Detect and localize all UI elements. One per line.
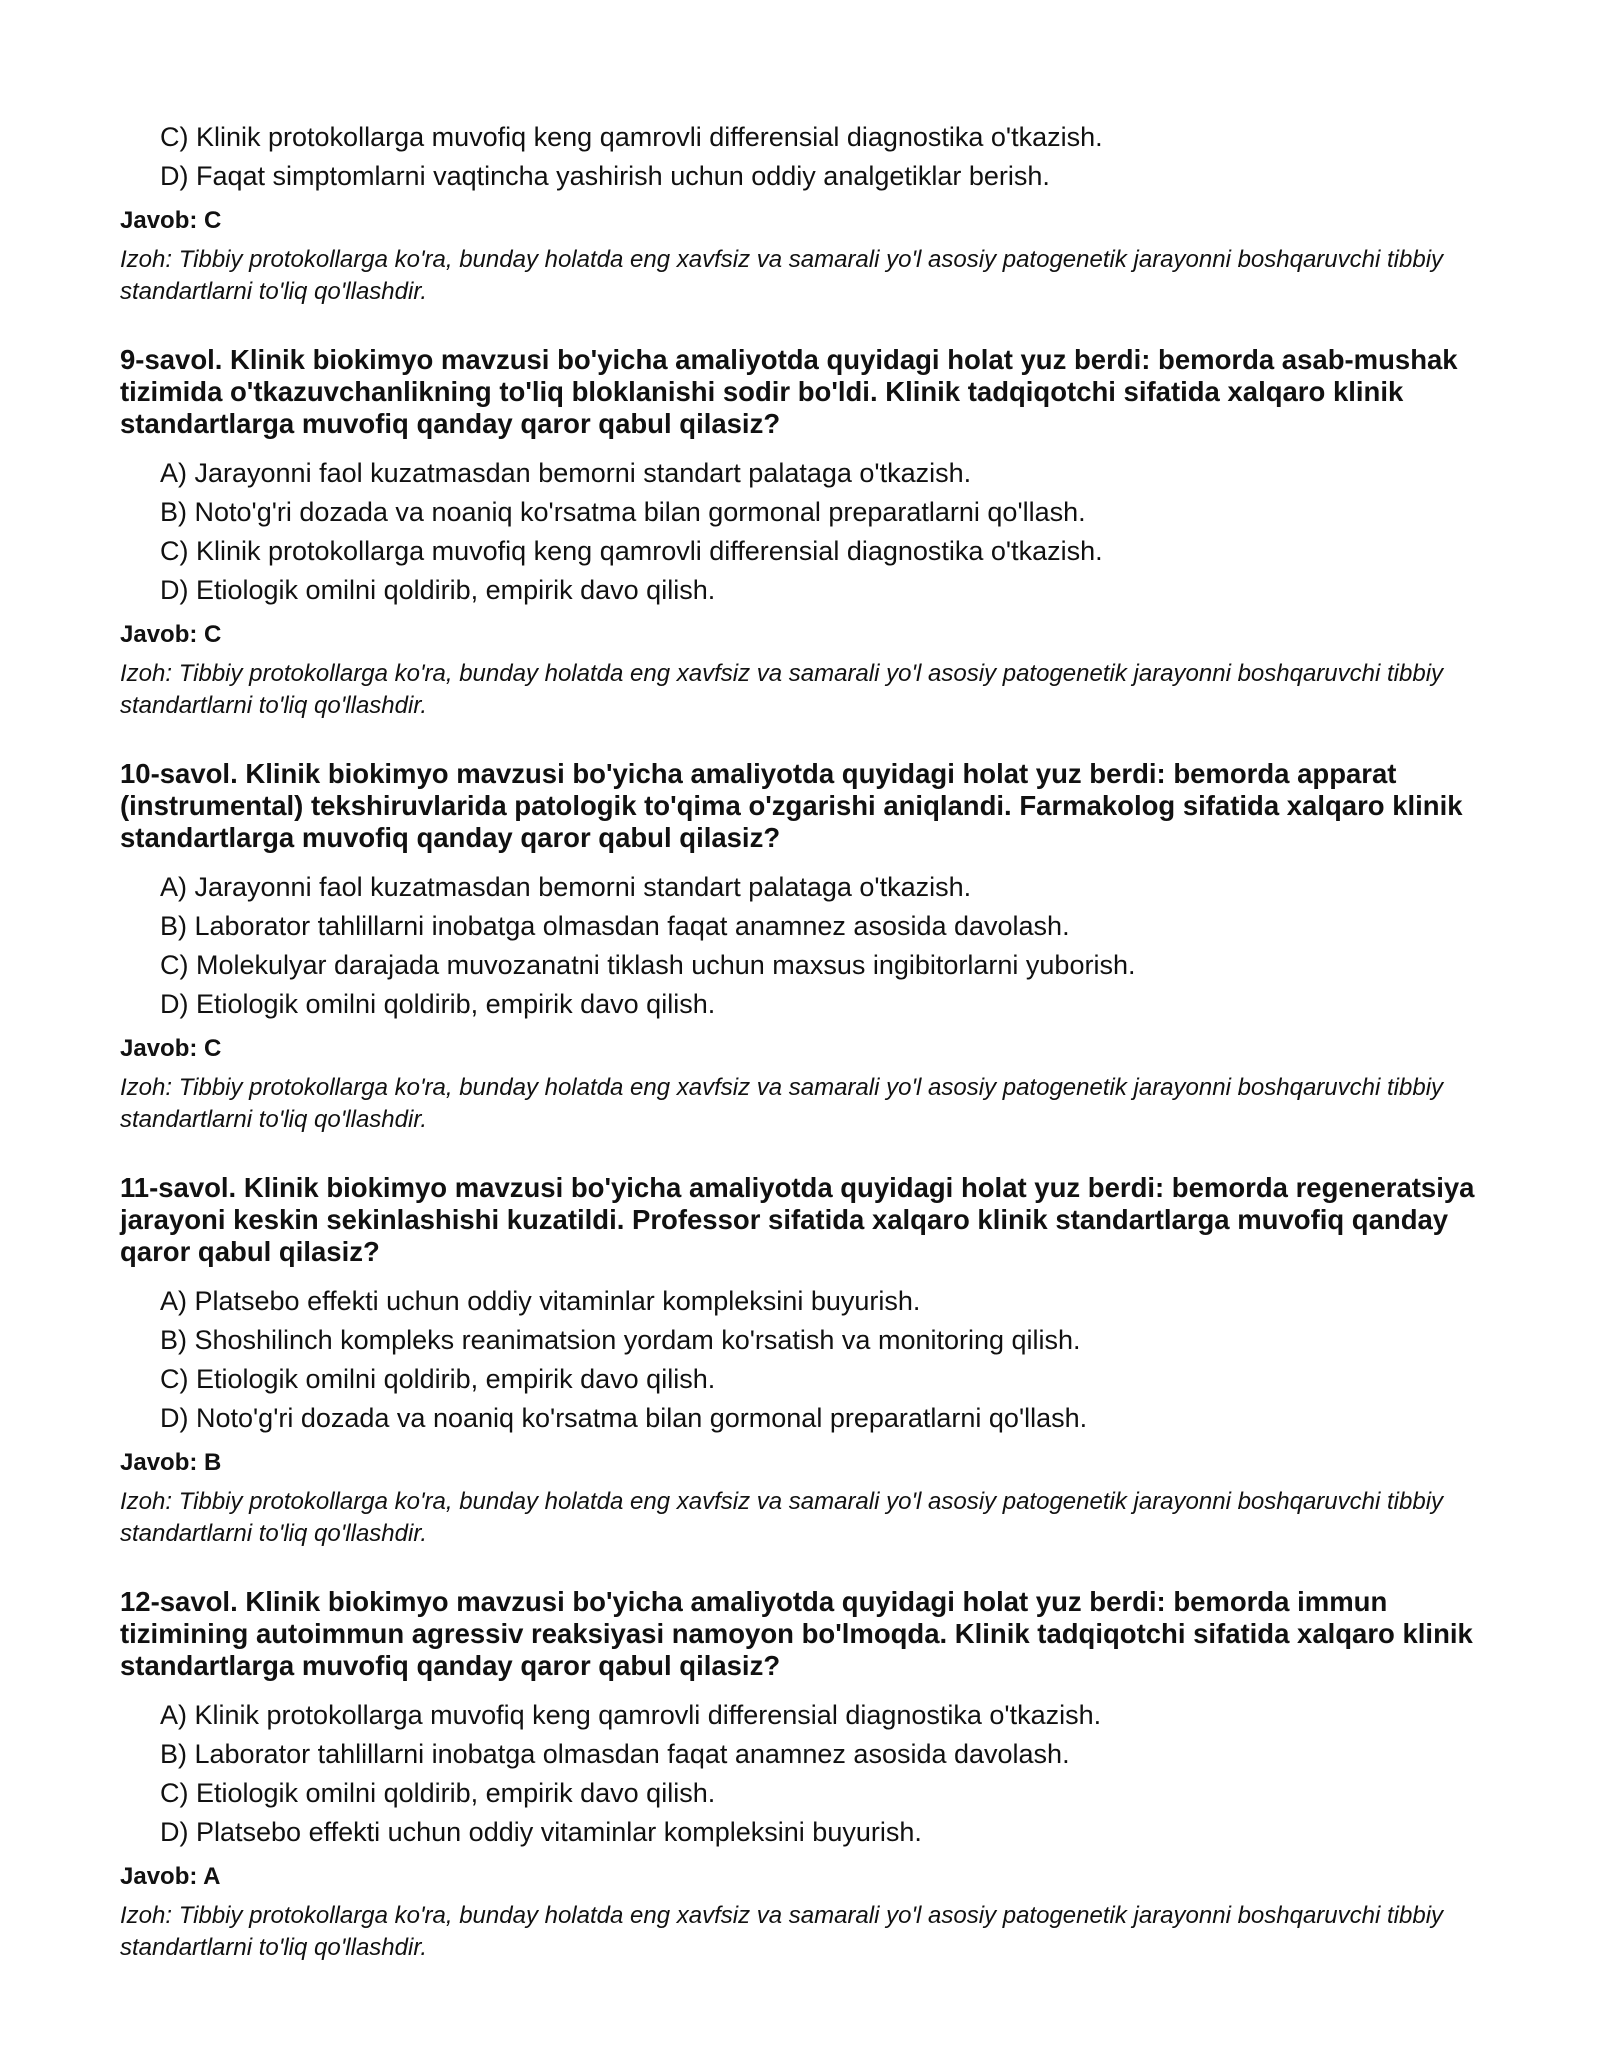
answer-option: A) Klinik protokollarga muvofiq keng qamrovli differensial diagnostika o'tkazish. <box>160 1700 1102 1730</box>
question-9 <box>120 344 1500 722</box>
question-text: 11-savol. Klinik biokimyo mavzusi bo'yicha amaliyotda quyidagi holat yuz berdi: bemorda regeneratsiya jarayoni keskin sekinlashishi kuzatildi. Professor sifatida xalqaro klinik standartlarga muvofiq qanday qaror qabul qilasiz? <box>120 1172 1475 1267</box>
answer-option: B) Laborator tahlillarni inobatga olmasdan faqat anamnez asosida davolash. <box>160 1739 1070 1769</box>
document-page <box>120 118 1500 1964</box>
explanation-note: Izoh: Tibbiy protokollarga ko'ra, bunday holatda eng xavfsiz va samarali yo'l asosiy patogenetik jarayonni boshqaruvchi tibbiy standartlarni to'liq qo'llashdir. <box>120 1902 1444 1961</box>
explanation-note: Izoh: Tibbiy protokollarga ko'ra, bunday holatda eng xavfsiz va samarali yo'l asosiy patogenetik jarayonni boshqaruvchi tibbiy standartlarni to'liq qo'llashdir. <box>120 1488 1444 1547</box>
answer-option: C) Molekulyar darajada muvozanatni tiklash uchun maxsus ingibitorlarni yuborish. <box>160 950 1136 980</box>
answer-option: B) Noto'g'ri dozada va noaniq ko'rsatma bilan gormonal preparatlarni qo'llash. <box>160 497 1086 527</box>
answer-option: C) Etiologik omilni qoldirib, empirik davo qilish. <box>160 1778 716 1808</box>
correct-answer: Javob: C <box>120 621 222 648</box>
explanation-note: Izoh: Tibbiy protokollarga ko'ra, bunday holatda eng xavfsiz va samarali yo'l asosiy patogenetik jarayonni boshqaruvchi tibbiy standartlarni to'liq qo'llashdir. <box>120 660 1444 719</box>
answer-option: D) Platsebo effekti uchun oddiy vitaminlar kompleksini buyurish. <box>160 1817 922 1847</box>
question-12 <box>120 1586 1500 1964</box>
correct-answer: Javob: C <box>120 1035 222 1062</box>
answer-option: D) Noto'g'ri dozada va noaniq ko'rsatma bilan gormonal preparatlarni qo'llash. <box>160 1403 1088 1433</box>
answer-option: D) Etiologik omilni qoldirib, empirik davo qilish. <box>160 989 716 1019</box>
correct-answer: Javob: A <box>120 1863 221 1890</box>
answer-option: C) Klinik protokollarga muvofiq keng qamrovli differensial diagnostika o'tkazish. <box>160 536 1103 566</box>
answer-option: A) Platsebo effekti uchun oddiy vitaminlar kompleksini buyurish. <box>160 1286 921 1316</box>
question-text: 10-savol. Klinik biokimyo mavzusi bo'yicha amaliyotda quyidagi holat yuz berdi: bemorda apparat (instrumental) tekshiruvlarida patologik to'qima o'zgarishi aniqlandi. Farmakolog sifatida xalqaro klinik standartlarga muvofiq qanday qaror qabul qilasiz? <box>120 758 1463 853</box>
question-8-tail <box>120 118 1500 308</box>
answer-option: B) Laborator tahlillarni inobatga olmasdan faqat anamnez asosida davolash. <box>160 911 1070 941</box>
question-text: 12-savol. Klinik biokimyo mavzusi bo'yicha amaliyotda quyidagi holat yuz berdi: bemorda immun tizimining autoimmun agressiv reaksiyasi namoyon bo'lmoqda. Klinik tadqiqotchi sifatida xalqaro klinik standartlarga muvofiq qanday qaror qabul qilasiz? <box>120 1586 1473 1681</box>
question-10 <box>120 758 1500 1136</box>
correct-answer: Javob: C <box>120 207 222 234</box>
explanation-note: Izoh: Tibbiy protokollarga ko'ra, bunday holatda eng xavfsiz va samarali yo'l asosiy patogenetik jarayonni boshqaruvchi tibbiy standartlarni to'liq qo'llashdir. <box>120 246 1444 305</box>
answer-option: B) Shoshilinch kompleks reanimatsion yordam ko'rsatish va monitoring qilish. <box>160 1325 1081 1355</box>
answer-option: C) Klinik protokollarga muvofiq keng qamrovli differensial diagnostika o'tkazish. <box>160 122 1103 152</box>
answer-option: D) Faqat simptomlarni vaqtincha yashirish uchun oddiy analgetiklar berish. <box>160 161 1050 191</box>
explanation-note: Izoh: Tibbiy protokollarga ko'ra, bunday holatda eng xavfsiz va samarali yo'l asosiy patogenetik jarayonni boshqaruvchi tibbiy standartlarni to'liq qo'llashdir. <box>120 1074 1444 1133</box>
question-text: 9-savol. Klinik biokimyo mavzusi bo'yicha amaliyotda quyidagi holat yuz berdi: bemorda asab-mushak tizimida o'tkazuvchanlikning to'liq bloklanishi sodir bo'ldi. Klinik tadqiqotchi sifatida xalqaro klinik standartlarga muvofiq qanday qaror qabul qilasiz? <box>120 344 1458 439</box>
answer-option: D) Etiologik omilni qoldirib, empirik davo qilish. <box>160 575 716 605</box>
answer-option: A) Jarayonni faol kuzatmasdan bemorni standart palataga o'tkazish. <box>160 872 972 902</box>
answer-option: A) Jarayonni faol kuzatmasdan bemorni standart palataga o'tkazish. <box>160 458 972 488</box>
answer-option: C) Etiologik omilni qoldirib, empirik davo qilish. <box>160 1364 716 1394</box>
question-11 <box>120 1172 1500 1550</box>
correct-answer: Javob: B <box>120 1449 222 1476</box>
